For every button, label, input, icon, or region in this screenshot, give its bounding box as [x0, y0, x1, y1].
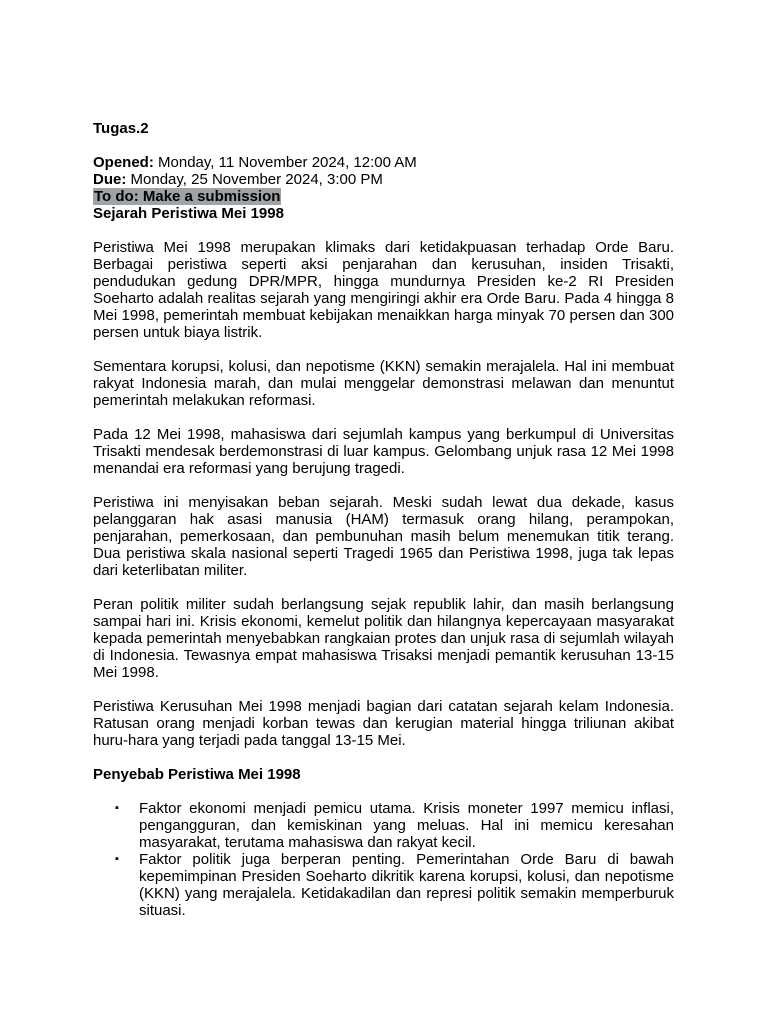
list-item-text: Faktor politik juga berperan penting. Pemerintahan Orde Baru di bawah kepemimpinan Presiden Soeharto dikritik karena korupsi, kolusi, dan nepotisme (KKN) yang merajalela. Ketidakadilan dan represi politik semakin memperburuk situasi. [139, 851, 674, 919]
assignment-title: Tugas.2 [93, 120, 149, 137]
opened-label: Opened: [93, 154, 154, 171]
document-content [93, 120, 674, 919]
paragraph: Peran politik militer sudah berlangsung sejak republik lahir, dan masih berlangsung sampai hari ini. Krisis ekonomi, kemelut politik dan hilangnya kepercayaan masyarakat kepada pemerintah menyebabkan rangkaian protes dan unjuk rasa di sejumlah wilayah di Indonesia. Tewasnya empat mahasiswa Trisaksi menjadi pemantik kerusuhan 13-15 Mei 1998. [93, 596, 674, 681]
list-item-text: Faktor ekonomi menjadi pemicu utama. Krisis moneter 1997 memicu inflasi, pengangguran, dan kemiskinan yang meluas. Hal ini memicu keresahan masyarakat, terutama mahasiswa dan rakyat kecil. [139, 800, 674, 851]
bullet-icon: ▪ [115, 802, 119, 814]
due-value: Monday, 25 November 2024, 3:00 PM [126, 171, 383, 188]
list-item [93, 851, 674, 919]
due-line [93, 171, 674, 188]
paragraph: Peristiwa Kerusuhan Mei 1998 menjadi bagian dari catatan sejarah kelam Indonesia. Ratusan orang menjadi korban tewas dan kerugian material hingga triliunan akibat huru-hara yang terjadi pada tanggal 13-15 Mei. [93, 698, 674, 749]
paragraph: Sementara korupsi, kolusi, dan nepotisme (KKN) semakin merajalela. Hal ini membuat rakyat Indonesia marah, dan mulai menggelar demonstrasi melawan dan menuntut pemerintah melakukan reformasi. [93, 358, 674, 409]
due-label: Due: [93, 171, 127, 188]
section-heading: Sejarah Peristiwa Mei 1998 [93, 205, 284, 222]
paragraph: Pada 12 Mei 1998, mahasiswa dari sejumlah kampus yang berkumpul di Universitas Trisakti mendesak berdemonstrasi di luar kampus. Gelombang unjuk rasa 12 Mei 1998 menandai era reformasi yang berujung tragedi. [93, 426, 674, 477]
paragraph: Peristiwa ini menyisakan beban sejarah. Meski sudah lewat dua dekade, kasus pelanggaran hak asasi manusia (HAM) termasuk orang hilang, perampokan, penjarahan, pemerkosaan, dan pembunuhan masih belum menemukan titik terang. Dua peristiwa skala nasional seperti Tragedi 1965 dan Peristiwa 1998, juga tak lepas dari keterlibatan militer. [93, 494, 674, 579]
paragraph: Peristiwa Mei 1998 merupakan klimaks dari ketidakpuasan terhadap Orde Baru. Berbagai peristiwa seperti aksi penjarahan dan kerusuhan, insiden Trisakti, pendudukan gedung DPR/MPR, hingga mundurnya Presiden ke-2 RI Presiden Soeharto adalah realitas sejarah yang mengiringi akhir era Orde Baru. Pada 4 hingga 8 Mei 1998, pemerintah membuat kebijakan menaikkan harga minyak 70 persen dan 300 persen untuk biaya listrik. [93, 239, 674, 341]
opened-line [93, 154, 674, 171]
list-item [93, 800, 674, 851]
cause-list [93, 800, 674, 919]
subsection-heading: Penyebab Peristiwa Mei 1998 [93, 766, 301, 783]
bullet-icon: ▪ [115, 853, 119, 865]
todo-badge[interactable]: To do: Make a submission [94, 188, 281, 205]
todo-line [93, 188, 674, 205]
opened-value: Monday, 11 November 2024, 12:00 AM [153, 154, 417, 171]
